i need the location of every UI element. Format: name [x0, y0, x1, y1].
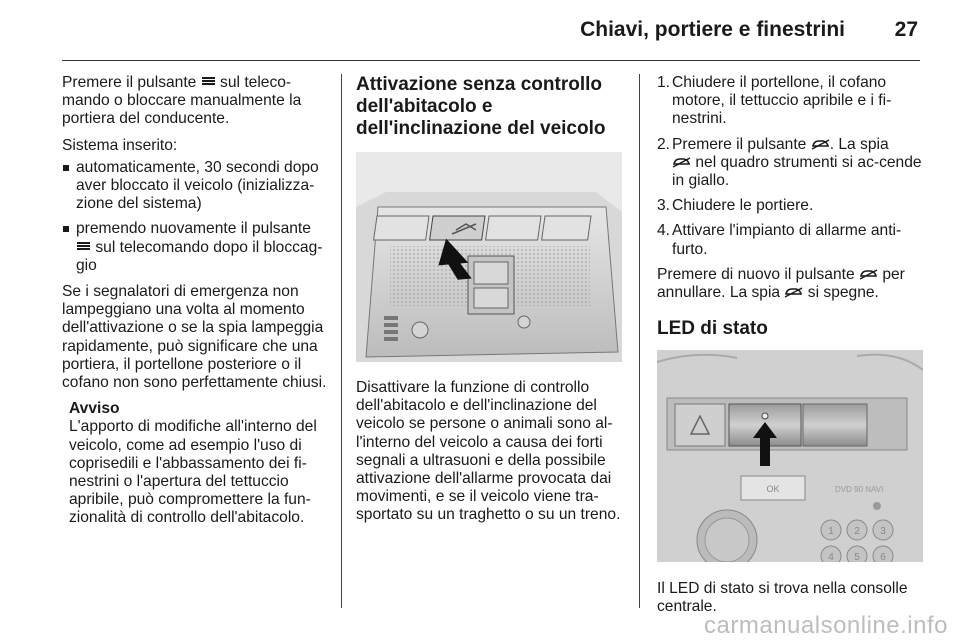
key-3: 3 — [880, 526, 886, 538]
step-item: 4. Attivare l'impianto di allarme anti-furto. — [657, 222, 902, 258]
led-heading: LED di stato — [657, 318, 768, 340]
note-title: Avviso — [69, 400, 120, 418]
cancel-paragraph: Premere di nuovo il pulsante per annullare. La spia si spegne. — [657, 265, 905, 302]
page-title: Chiavi, portiere e finestrini — [580, 18, 845, 41]
column-1 — [62, 74, 328, 528]
center-console-illustration — [657, 350, 923, 562]
step-item: 3. Chiudere le portiere. — [657, 197, 814, 215]
page-header — [0, 0, 960, 62]
column-divider-1 — [341, 74, 342, 608]
step-item: 1. Chiudere il portellone, il cofano motore, il tettuccio apribile e i fi-nestrini. — [657, 74, 892, 128]
dvd-label: DVD 90 NAVI — [835, 485, 884, 495]
ok-label: OK — [766, 484, 780, 495]
led-location-text: Il LED di stato si trova nella consolle centrale. — [657, 580, 908, 616]
column-2 — [356, 74, 624, 525]
watermark: carmanualsonline.info — [704, 612, 948, 639]
key-4: 4 — [828, 552, 834, 563]
overhead-console-illustration — [356, 152, 622, 362]
column-divider-2 — [639, 74, 640, 608]
car-tilt-icon — [784, 286, 803, 298]
key-6: 6 — [880, 552, 886, 563]
center-console-figure — [657, 350, 923, 562]
car-tilt-icon — [811, 138, 830, 150]
note-box — [69, 400, 328, 527]
car-tilt-icon — [672, 156, 691, 168]
system-label: Sistema inserito: — [62, 136, 178, 154]
intro-paragraph: Premere il pulsante sul teleco-mando o bloccare manualmente la portiera del conducente. — [62, 74, 302, 128]
page-number: 27 — [894, 18, 918, 41]
overhead-console-figure — [356, 152, 622, 362]
lock-button-icon — [77, 242, 90, 250]
key-1: 1 — [828, 526, 834, 538]
header-divider — [62, 60, 920, 61]
steps-list — [657, 74, 923, 259]
section-heading: Attivazione senza controllo dell'abitacolo e dell'inclinazione del veicolo — [356, 74, 606, 139]
column-3 — [657, 74, 923, 617]
key-2: 2 — [854, 526, 860, 538]
step-item: 2. Premere il pulsante . La spia nel quadro strumenti si ac-cende in giallo. — [657, 135, 922, 190]
warning-paragraph: Se i segnalatori di emergenza non lampeggiano una volta al momento dell'attivazione o se la spia lampeggia rapidamente, può significare che una portiera, il portellone posteriore o il cofano non sono perfettamente chiusi. — [62, 283, 327, 392]
note-text: L'apporto di modifiche all'interno del veicolo, come ad esempio l'uso di coprisedili e l'abbassamento dei fi-nestrini o l'apertura del tettuccio apribile, può compromettere la fun-zionalità di controllo dell'abitacolo. — [69, 418, 317, 527]
bullet-list — [62, 159, 328, 275]
bullet-item: premendo nuovamente il pulsante sul telecomando dopo il bloccag-gio — [62, 220, 328, 275]
lock-button-icon — [202, 77, 215, 85]
key-5: 5 — [854, 552, 860, 563]
car-tilt-icon — [859, 268, 878, 280]
bullet-item: automaticamente, 30 secondi dopo aver bloccato il veicolo (inizializza-zione del sistema) — [62, 159, 328, 214]
disable-monitoring-text: Disattivare la funzione di controllo dell'abitacolo e dell'inclinazione del veicolo se persone o animali sono al-l'interno del veicolo a causa dei forti segnali a ultrasuoni e della possibile attivazione dell'allarme provocata dai movimenti, e se il veicolo viene tra-sportato su un traghetto o su un treno. — [356, 379, 621, 524]
